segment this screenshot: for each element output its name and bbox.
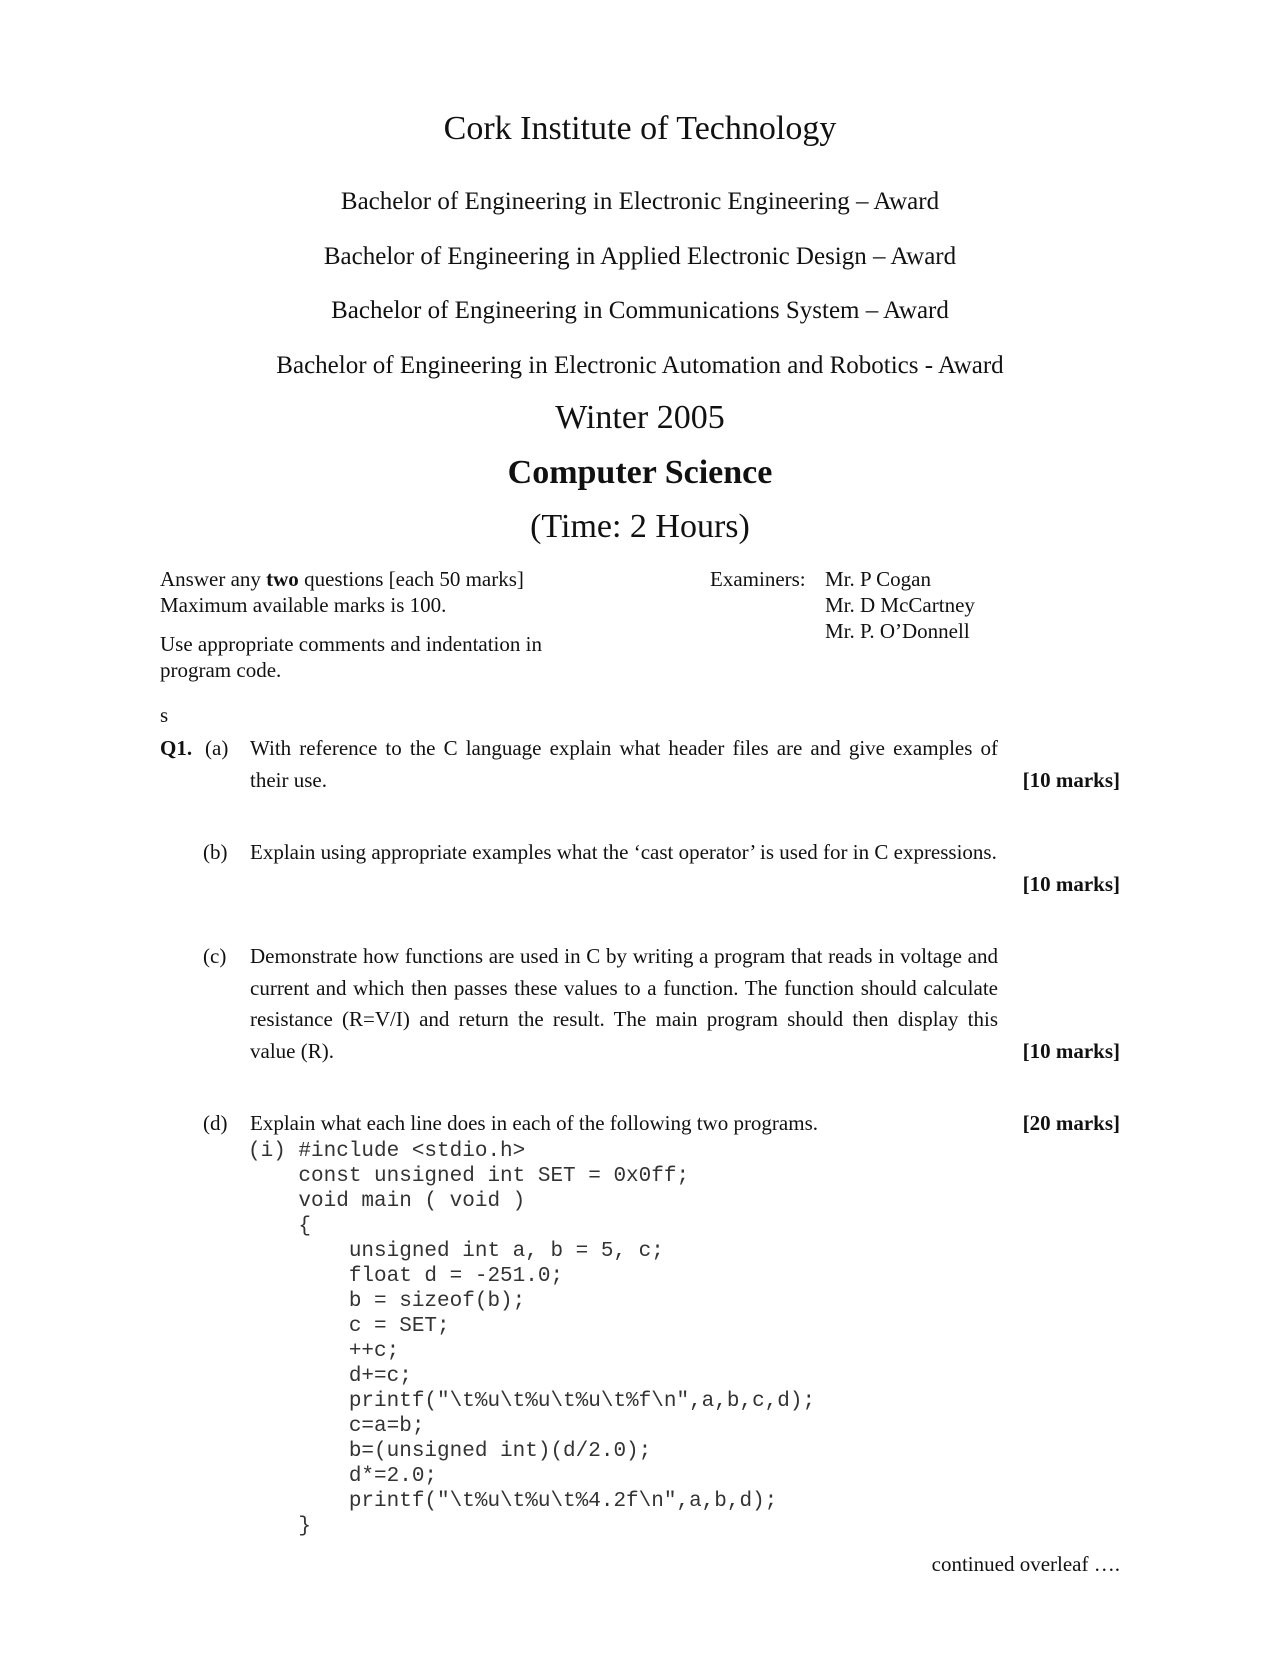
examiners-list bbox=[825, 566, 975, 644]
instructions-answer bbox=[160, 566, 524, 592]
examiner-name: Mr. D McCartney bbox=[825, 593, 975, 617]
code-line: const unsigned int SET = 0x0ff; bbox=[248, 1165, 690, 1188]
code-line: (i) #include <stdio.h> bbox=[248, 1140, 526, 1163]
part-label-b: (b) bbox=[203, 840, 228, 864]
code-line: unsigned int a, b = 5, c; bbox=[248, 1240, 664, 1263]
code-line: c = SET; bbox=[248, 1315, 450, 1338]
instructions-max-marks: Maximum available marks is 100. bbox=[160, 593, 447, 617]
part-text-c: Demonstrate how functions are used in C by writing a program that reads in voltage and current and which then passes these values to a function. The function should calculate resistance (R=V/I) and return the result. The main program should then display this value (R). bbox=[250, 944, 998, 1063]
part-text-b: Explain using appropriate examples what the ‘cast operator’ is used for in C expressions. bbox=[250, 840, 997, 864]
exam-term: Winter 2005 bbox=[555, 399, 725, 436]
continued-overleaf-note: continued overleaf …. bbox=[931, 1552, 1120, 1576]
code-line: d*=2.0; bbox=[248, 1465, 438, 1488]
code-line: b = sizeof(b); bbox=[248, 1290, 526, 1313]
part-label-a: (a) bbox=[205, 736, 229, 760]
examiner-name: Mr. P Cogan bbox=[825, 567, 931, 591]
code-line: float d = -251.0; bbox=[248, 1265, 564, 1288]
code-line: c=a=b; bbox=[248, 1415, 425, 1438]
part-marks-a: [10 marks] bbox=[1022, 768, 1120, 792]
code-line: ++c; bbox=[248, 1340, 400, 1363]
part-text-d: Explain what each line does in each of the following two programs. bbox=[250, 1111, 819, 1135]
code-line: b=(unsigned int)(d/2.0); bbox=[248, 1440, 652, 1463]
degree-line-1: Bachelor of Engineering in Electronic Engineering – Award bbox=[340, 188, 940, 215]
part-label-c: (c) bbox=[203, 944, 227, 968]
code-line: d+=c; bbox=[248, 1365, 412, 1388]
exam-duration: (Time: 2 Hours) bbox=[530, 508, 750, 545]
instructions-prefix: Answer any bbox=[160, 567, 267, 591]
question-number: Q1. bbox=[160, 736, 193, 760]
part-label-d: (d) bbox=[203, 1111, 228, 1135]
degree-line-2: Bachelor of Engineering in Applied Electronic Design – Award bbox=[323, 243, 957, 270]
part-marks-c: [10 marks] bbox=[1022, 1039, 1120, 1063]
part-marks-d: [20 marks] bbox=[1022, 1111, 1120, 1135]
instructions-count: two bbox=[266, 567, 299, 591]
part-marks-b: [10 marks] bbox=[1022, 872, 1120, 896]
instructions-style-line-1: Use appropriate comments and indentation in bbox=[160, 632, 542, 656]
degree-line-3: Bachelor of Engineering in Communications System – Award bbox=[331, 297, 949, 324]
code-line: printf("\t%u\t%u\t%u\t%f\n",a,b,c,d); bbox=[248, 1390, 816, 1413]
stray-mark: s bbox=[160, 703, 169, 727]
code-line: void main ( void ) bbox=[248, 1190, 526, 1213]
subject-title: Computer Science bbox=[507, 454, 773, 491]
code-line: } bbox=[248, 1515, 312, 1538]
degree-line-4: Bachelor of Engineering in Electronic Automation and Robotics - Award bbox=[276, 352, 1004, 379]
code-line: { bbox=[248, 1215, 312, 1238]
code-listing bbox=[248, 1139, 815, 1539]
part-text-a: With reference to the C language explain what header files are and give examples of their use. bbox=[250, 736, 998, 792]
examiners-label: Examiners: bbox=[710, 567, 806, 591]
code-line: printf("\t%u\t%u\t%4.2f\n",a,b,d); bbox=[248, 1490, 778, 1513]
examiner-name: Mr. P. O’Donnell bbox=[825, 619, 970, 643]
instructions-style-line-2: program code. bbox=[160, 658, 282, 682]
institution-title: Cork Institute of Technology bbox=[443, 110, 837, 147]
instructions-suffix: questions [each 50 marks] bbox=[298, 567, 524, 591]
